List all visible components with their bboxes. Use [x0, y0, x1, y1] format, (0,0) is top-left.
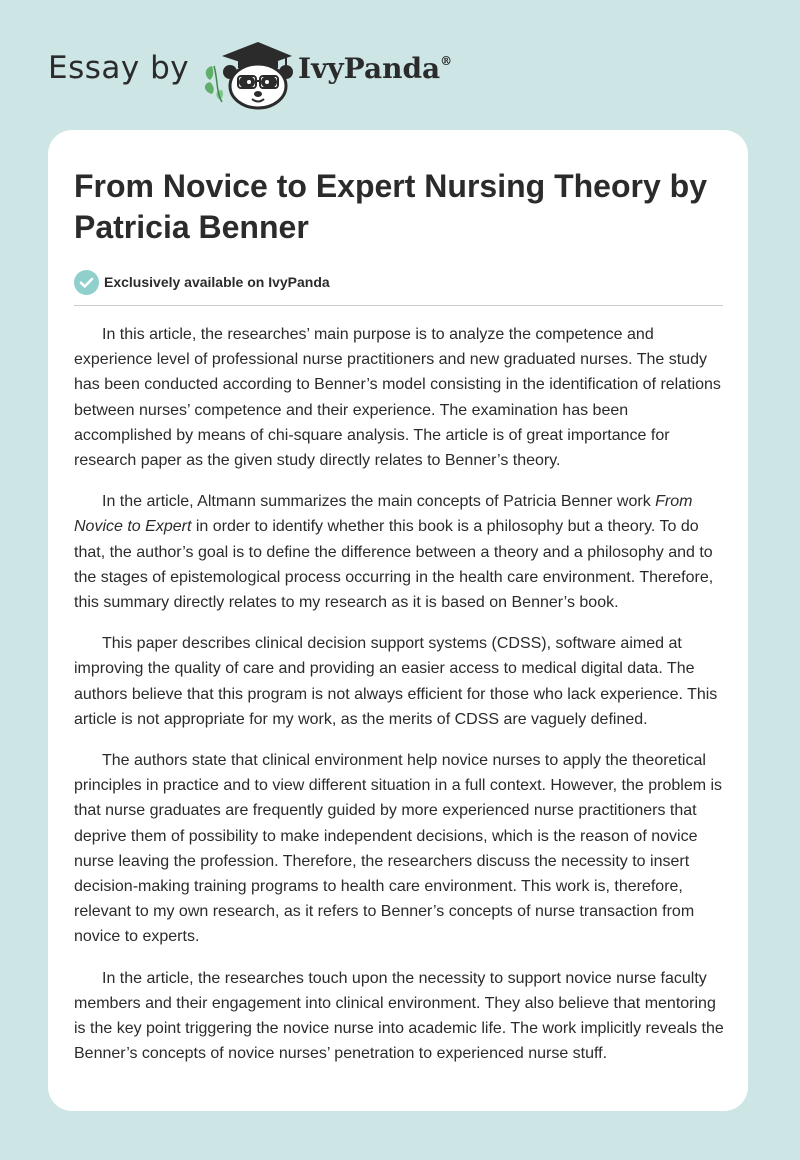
paragraph-5: [74, 966, 724, 1067]
paragraph-2: [74, 489, 724, 615]
check-icon: [74, 270, 99, 295]
panda-mascot-icon[interactable]: [200, 36, 296, 110]
paragraph-4-text: The authors state that clinical environment help novice nurses to apply the theoretical principles in practice and to view different situation in a full context. However, the problem is that nurse graduates are frequently guided by more experienced nurse practitioners that deprive them of possibility to make independent decisions, which is the reason of novice nurse leaving the profession. Therefore, the researchers discuss the necessity to insert decision-making training programs to health care environment. This work is, therefore, relevant to my own research, as it refers to Benner’s concepts of nurse transaction from novice to experts.: [74, 752, 723, 946]
paragraph-3: [74, 631, 724, 732]
site-header: [48, 30, 548, 110]
paragraph-4: [74, 748, 724, 950]
essay-card: [48, 130, 748, 1111]
exclusive-badge-label: Exclusively available on IvyPanda: [104, 274, 330, 290]
paragraph-5-text: In the article, the researches touch upon the necessity to support novice nurse faculty members and their engagement into clinical environment. They also believe that mentoring is the key point triggering the novice nurse into academic life. The work implicitly reveals the Benner’s concepts of novice nurses’ penetration to experienced nurse stuff.: [74, 969, 724, 1063]
paragraph-1-text: In this article, the researches’ main purpose is to analyze the competence and experience level of professional nurse practitioners and new graduated nurses. The study has been conducted according to Benner’s model consisting in the identification of relations between nurses’ competence and their experience. The examination has been accomplished by means of chi-square analysis. The article is of great importance for research paper as the given study directly relates to Benner’s theory.: [74, 326, 721, 470]
book-title: From Novice to Expert: [74, 493, 693, 536]
essay-title: From Novice to Expert Nursing Theory by Patricia Benner: [74, 168, 707, 245]
paragraph-1: [74, 322, 724, 473]
brand-name[interactable]: [298, 52, 452, 85]
paragraph-3-text: This paper describes clinical decision support systems (CDSS), software aimed at improving the quality of care and providing an easier access to medical digital data. The authors believe that this program is not always efficient for those who lack experience. This article is not appropriate for my work, as the merits of CDSS are vaguely defined.: [74, 635, 718, 728]
brand-label: IvyPanda: [298, 52, 441, 85]
title-divider: [74, 305, 723, 306]
paragraph-2-text-end: in order to identify whether this book is a philosophy but a theory. To do that, the author’s goal is to define the difference between a theory and a philosophy and to the stages of epistemological process occurring in the health care environment. Therefore, this summary directly relates to my research as it is based on Benner’s book.: [74, 518, 714, 612]
paragraph-2-text-start: In the article, Altmann summarizes the main concepts of Patricia Benner work: [102, 493, 656, 511]
essay-by-label: Essay by: [48, 50, 190, 86]
registered-mark: ®: [440, 54, 453, 68]
essay-body: [74, 322, 724, 1066]
exclusive-badge: [74, 269, 722, 295]
